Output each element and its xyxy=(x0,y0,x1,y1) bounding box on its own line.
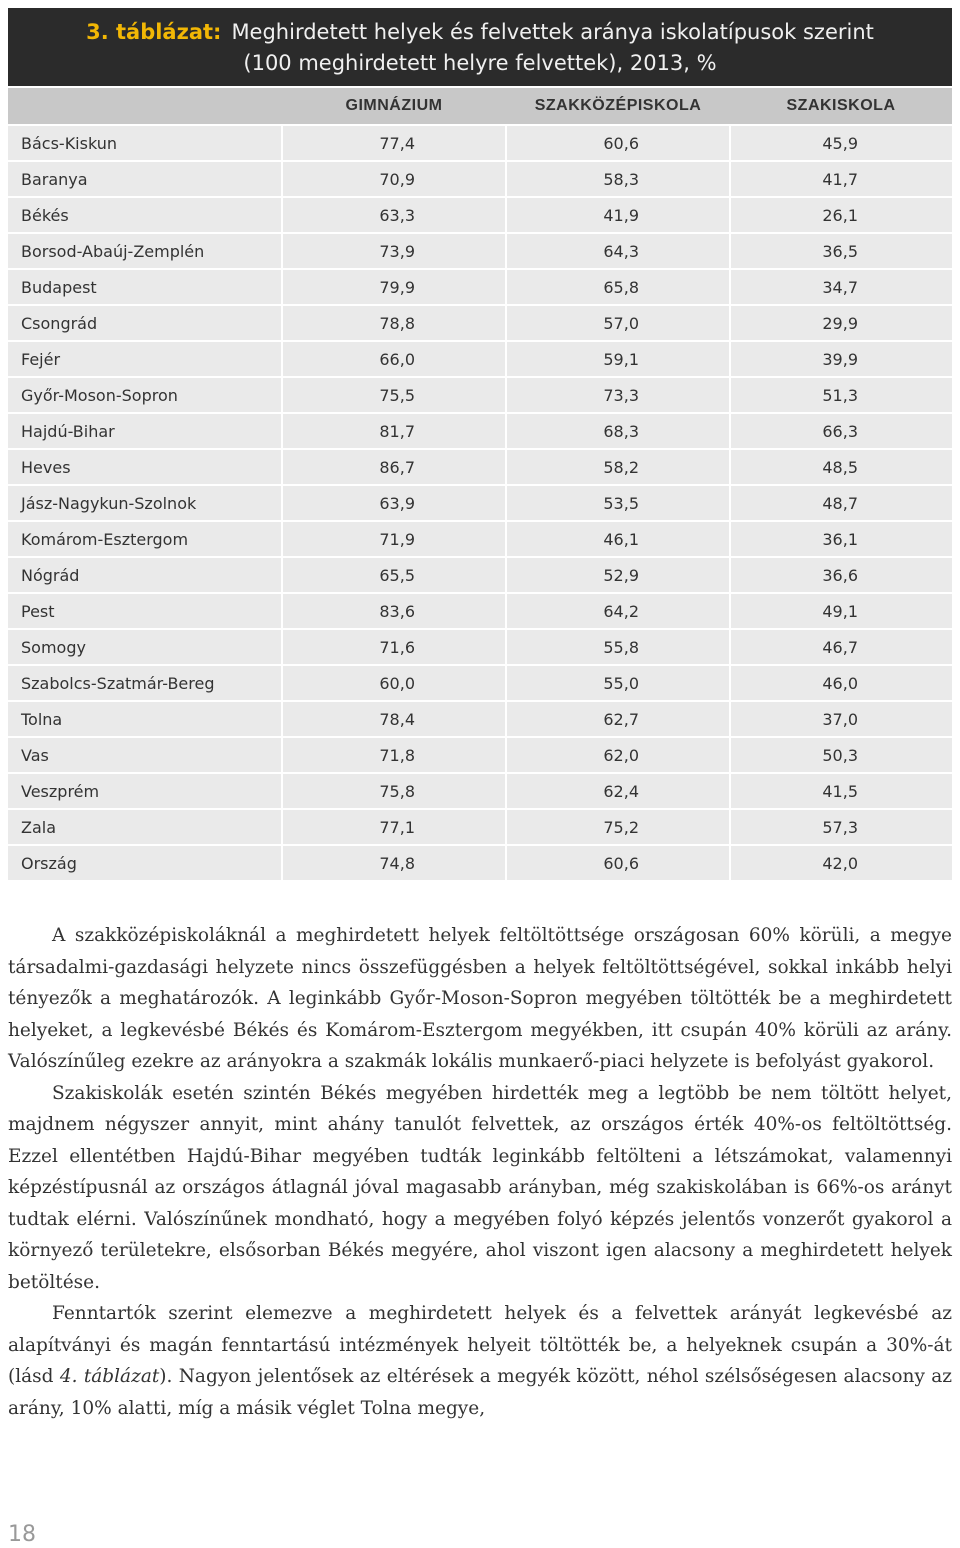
row-value-2: 57,0 xyxy=(506,305,730,341)
column-header-row xyxy=(8,88,952,124)
body-text xyxy=(8,920,952,1424)
table-row xyxy=(8,305,952,341)
header-szakkozepiskola: SZAKKÖZÉPISKOLA xyxy=(534,97,702,114)
table-row xyxy=(8,233,952,269)
row-value-1: 66,0 xyxy=(282,341,506,377)
row-county-name: Somogy xyxy=(8,629,282,665)
table-row xyxy=(8,593,952,629)
row-county-name: Szabolcs-Szatmár-Bereg xyxy=(8,665,282,701)
row-value-2: 52,9 xyxy=(506,557,730,593)
row-value-3: 66,3 xyxy=(730,413,952,449)
row-county-name: Győr-Moson-Sopron xyxy=(8,377,282,413)
table-row xyxy=(8,161,952,197)
paragraph-3 xyxy=(8,1298,952,1424)
row-value-3: 57,3 xyxy=(730,809,952,845)
row-value-3: 42,0 xyxy=(730,845,952,881)
table-title-text: Meghirdetett helyek és felvettek aránya iskolatípusok szerint xyxy=(231,20,874,44)
paragraph-3-part1: Fenntartók szerint elemezve a meghirdetett helyek és a felvettek arányát legkevésbé az alapítványi és magán fenntartású intézmények helyeit töltötték be, a helyeknek csupán a 30%-át (lásd xyxy=(8,1303,952,1387)
row-county-name: Borsod-Abaúj-Zemplén xyxy=(8,233,282,269)
row-value-3: 50,3 xyxy=(730,737,952,773)
row-value-1: 70,9 xyxy=(282,161,506,197)
row-value-1: 77,4 xyxy=(282,126,506,161)
row-county-name: Budapest xyxy=(8,269,282,305)
row-county-name: Komárom-Esztergom xyxy=(8,521,282,557)
row-value-1: 63,9 xyxy=(282,485,506,521)
row-value-2: 75,2 xyxy=(506,809,730,845)
row-value-1: 79,9 xyxy=(282,269,506,305)
row-value-3: 36,5 xyxy=(730,233,952,269)
row-value-3: 39,9 xyxy=(730,341,952,377)
row-value-3: 51,3 xyxy=(730,377,952,413)
row-value-2: 59,1 xyxy=(506,341,730,377)
table-row xyxy=(8,737,952,773)
header-szakiskola: SZAKISKOLA xyxy=(786,97,896,114)
row-value-1: 81,7 xyxy=(282,413,506,449)
table-subtitle: (100 meghirdetett helyre felvettek), 2013, % xyxy=(243,51,717,75)
row-value-3: 49,1 xyxy=(730,593,952,629)
row-value-2: 58,3 xyxy=(506,161,730,197)
row-value-1: 83,6 xyxy=(282,593,506,629)
row-county-name: Nógrád xyxy=(8,557,282,593)
row-value-2: 62,4 xyxy=(506,773,730,809)
row-value-1: 86,7 xyxy=(282,449,506,485)
row-value-3: 46,7 xyxy=(730,629,952,665)
table-row xyxy=(8,629,952,665)
row-county-name: Bács-Kiskun xyxy=(8,126,282,161)
row-value-2: 62,0 xyxy=(506,737,730,773)
table-row xyxy=(8,845,952,881)
row-value-2: 73,3 xyxy=(506,377,730,413)
row-value-3: 48,5 xyxy=(730,449,952,485)
row-value-1: 77,1 xyxy=(282,809,506,845)
table-row xyxy=(8,126,952,161)
table-row xyxy=(8,413,952,449)
row-value-2: 62,7 xyxy=(506,701,730,737)
row-value-1: 78,4 xyxy=(282,701,506,737)
table-row xyxy=(8,557,952,593)
table-reference-link: 4. táblázat xyxy=(59,1366,160,1387)
row-value-3: 36,6 xyxy=(730,557,952,593)
table-row xyxy=(8,449,952,485)
row-county-name: Vas xyxy=(8,737,282,773)
row-county-name: Hajdú-Bihar xyxy=(8,413,282,449)
paragraph-1: A szakközépiskoláknál a meghirdetett helyek feltöltöttsége országosan 60% körüli, a megye társadalmi-gazdasági helyzete nincs összefüggésben a helyek feltöltöttségével, sokkal inkább helyi tényezők a meghatározók. A leginkább Győr-Moson-Sopron megyében töltötték be a meghirdetett helyeket, a legkevésbé Békés és Komárom-Esztergom megyékben, itt csupán 40% körüli az arány. Valószínűleg ezekre az arányokra a szakmák lokális munkaerő-piaci helyzete is befolyást gyakorol. xyxy=(8,925,952,1072)
row-value-3: 46,0 xyxy=(730,665,952,701)
paragraph-3-part2: ). Nagyon jelentősek az eltérések a megyék között, néhol szélsőségesen alacsony az arány, 10% alatti, míg a másik véglet Tolna megye, xyxy=(8,1366,952,1419)
row-value-2: 46,1 xyxy=(506,521,730,557)
row-value-2: 64,3 xyxy=(506,233,730,269)
table-row xyxy=(8,485,952,521)
row-county-name: Zala xyxy=(8,809,282,845)
row-county-name: Baranya xyxy=(8,161,282,197)
row-value-3: 37,0 xyxy=(730,701,952,737)
table-row xyxy=(8,809,952,845)
row-value-3: 41,7 xyxy=(730,161,952,197)
row-value-2: 41,9 xyxy=(506,197,730,233)
row-value-2: 53,5 xyxy=(506,485,730,521)
data-table xyxy=(8,126,952,882)
row-value-1: 60,0 xyxy=(282,665,506,701)
row-county-name: Békés xyxy=(8,197,282,233)
row-value-3: 34,7 xyxy=(730,269,952,305)
row-county-name: Pest xyxy=(8,593,282,629)
row-county-name: Tolna xyxy=(8,701,282,737)
row-value-2: 60,6 xyxy=(506,845,730,881)
page-number: 18 xyxy=(8,1522,36,1547)
row-value-3: 48,7 xyxy=(730,485,952,521)
table-row xyxy=(8,377,952,413)
row-value-3: 41,5 xyxy=(730,773,952,809)
row-county-name: Fejér xyxy=(8,341,282,377)
table-row xyxy=(8,197,952,233)
row-value-1: 78,8 xyxy=(282,305,506,341)
row-value-2: 55,8 xyxy=(506,629,730,665)
row-value-3: 45,9 xyxy=(730,126,952,161)
table-row xyxy=(8,341,952,377)
table-row xyxy=(8,773,952,809)
row-value-1: 75,5 xyxy=(282,377,506,413)
row-value-1: 65,5 xyxy=(282,557,506,593)
row-value-3: 36,1 xyxy=(730,521,952,557)
row-value-1: 75,8 xyxy=(282,773,506,809)
table-row xyxy=(8,521,952,557)
table-row xyxy=(8,701,952,737)
row-county-name: Heves xyxy=(8,449,282,485)
row-value-2: 55,0 xyxy=(506,665,730,701)
row-county-name: Veszprém xyxy=(8,773,282,809)
row-value-2: 60,6 xyxy=(506,126,730,161)
row-county-name: Jász-Nagykun-Szolnok xyxy=(8,485,282,521)
row-value-1: 71,8 xyxy=(282,737,506,773)
table-title-bar xyxy=(8,8,952,86)
row-county-name: Csongrád xyxy=(8,305,282,341)
header-gimnazium: GIMNÁZIUM xyxy=(345,97,443,114)
table-number-label: 3. táblázat: xyxy=(86,20,222,44)
table-row xyxy=(8,269,952,305)
table-row xyxy=(8,665,952,701)
row-value-2: 68,3 xyxy=(506,413,730,449)
paragraph-2: Szakiskolák esetén szintén Békés megyében hirdették meg a legtöbb be nem töltött helyet, majdnem négyszer annyit, mint ahány tanulót felvettek, az országos érték 40%-os feltöltöttség. Ezzel ellentétben Hajdú-Bihar megyében tudták leginkább feltölteni a létszámokat, valamennyi képzéstípusnál az országos átlagnál jóval magasabb arányban, még szakiskolában is 66%-os arányt tudtak elérni. Valószínűnek mondható, hogy a megyében folyó képzés jelentős vonzerőt gyakorol a környező területekre, elsősorban Békés megyére, ahol viszont igen alacsony a meghirdetett helyek betöltése. xyxy=(8,1082,952,1293)
row-value-1: 71,9 xyxy=(282,521,506,557)
row-value-1: 73,9 xyxy=(282,233,506,269)
row-value-1: 63,3 xyxy=(282,197,506,233)
row-value-3: 26,1 xyxy=(730,197,952,233)
row-value-2: 58,2 xyxy=(506,449,730,485)
row-value-1: 71,6 xyxy=(282,629,506,665)
row-value-2: 64,2 xyxy=(506,593,730,629)
row-value-1: 74,8 xyxy=(282,845,506,881)
row-county-name: Ország xyxy=(8,845,282,881)
row-value-3: 29,9 xyxy=(730,305,952,341)
row-value-2: 65,8 xyxy=(506,269,730,305)
table-title-line1 xyxy=(8,18,952,46)
